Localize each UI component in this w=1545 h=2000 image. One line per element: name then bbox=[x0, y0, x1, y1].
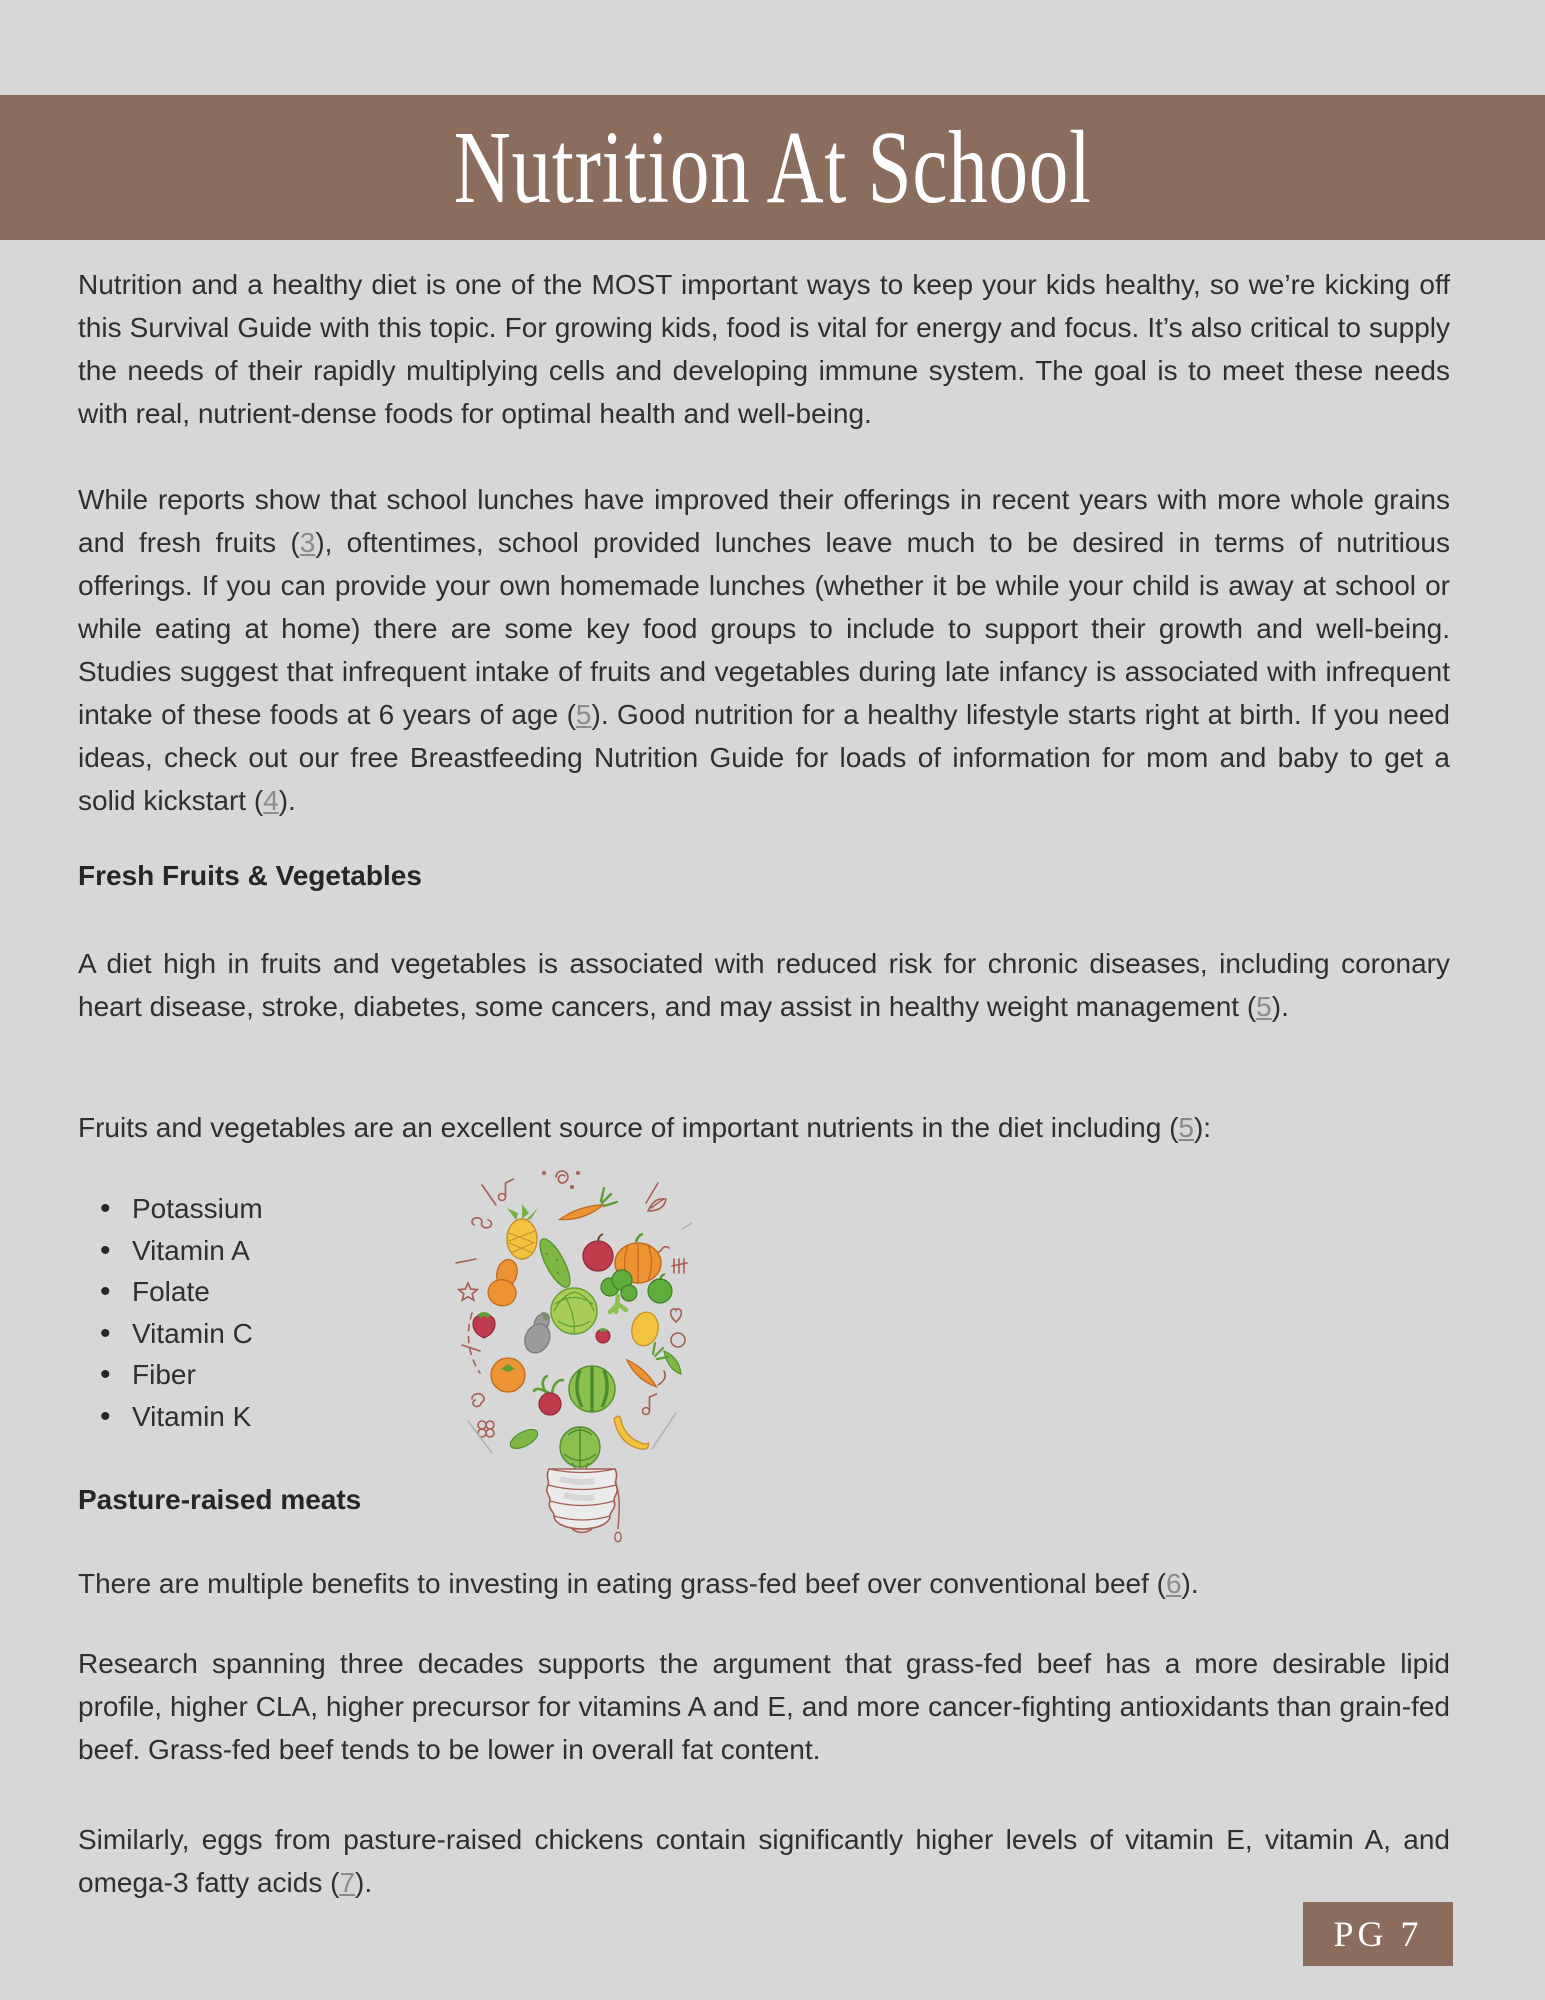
paragraph-text: ). bbox=[278, 785, 296, 816]
paragraph-text: ). bbox=[355, 1867, 373, 1898]
list-item bbox=[100, 1230, 263, 1272]
paragraph-text: Similarly, eggs from pasture-raised chickens contain significantly higher levels of vitamin E, vitamin A, and omega-3 fatty acids ( bbox=[78, 1824, 1450, 1898]
intro-paragraph: Nutrition and a healthy diet is one of the MOST important ways to keep your kids healthy, so we’re kicking off this Survival Guide with this topic. For growing kids, food is vital for energy and focus. It’s also critical to supply the needs of their rapidly multiplying cells and developing immune system. The goal is to meet these needs with real, nutrient-dense foods for optimal health and well-being. bbox=[78, 269, 1450, 429]
list-item-label: Vitamin A bbox=[132, 1234, 250, 1266]
school-lunch-paragraph bbox=[78, 478, 1450, 822]
paragraph-text: A diet high in fruits and vegetables is associated with reduced risk for chronic diseases, including coronary heart disease, stroke, diabetes, some cancers, and may assist in healthy weight management ( bbox=[78, 948, 1450, 1022]
paragraph-text: ): bbox=[1193, 1112, 1212, 1143]
page-number-badge bbox=[1303, 1902, 1453, 1966]
reference-link-5[interactable]: 5 bbox=[1178, 1112, 1194, 1143]
paragraph-text: ). Good nutrition for a healthy lifestyle starts right at birth. If you need ideas, check out our free Breastfeeding Nutrition Guide for loads of information for mom and baby to get a solid kickstart ( bbox=[78, 699, 1451, 816]
page-number: PG 7 bbox=[1333, 1914, 1423, 1954]
list-item bbox=[100, 1396, 263, 1438]
section-heading-fresh-fruits: Fresh Fruits & Vegetables bbox=[78, 860, 422, 891]
list-item-label: Fiber bbox=[132, 1359, 196, 1390]
paragraph-text: While reports show that school lunches have improved their offerings in recent years with more whole grains and fresh fruits ( bbox=[78, 484, 1450, 558]
research-paragraph: Research spanning three decades supports the argument that grass-fed beef has a more desirable lipid profile, higher CLA, higher precursor for vitamins A and E, and more cancer-fighting antioxidants than grain-fed beef. Grass-fed beef tends to be lower in overall fat content. bbox=[78, 1648, 1450, 1765]
eggs-paragraph bbox=[78, 1818, 1450, 1904]
nutrients-intro-paragraph bbox=[78, 1106, 1450, 1149]
list-item bbox=[100, 1271, 263, 1313]
grassfed-paragraph bbox=[78, 1562, 1450, 1605]
produce-lightbulb-illustration bbox=[452, 1163, 692, 1548]
list-item-label: Vitamin K bbox=[132, 1400, 252, 1432]
page-title: Nutrition At School bbox=[453, 109, 1092, 225]
nutrient-list bbox=[100, 1188, 263, 1437]
paragraph-text: There are multiple benefits to investing in eating grass-fed beef over conventional beef ( bbox=[78, 1568, 1166, 1599]
list-item bbox=[100, 1354, 263, 1396]
reference-link-5[interactable]: 5 bbox=[1256, 991, 1272, 1022]
list-item-label: Potassium bbox=[132, 1193, 263, 1224]
paragraph-text: ). bbox=[1271, 991, 1289, 1022]
paragraph-text: ). bbox=[1181, 1568, 1199, 1599]
list-item bbox=[100, 1188, 263, 1230]
list-item-label: Vitamin C bbox=[132, 1317, 253, 1349]
list-item-label: Folate bbox=[132, 1276, 210, 1307]
produce-lightbulb-icon bbox=[452, 1163, 692, 1548]
title-banner bbox=[0, 95, 1545, 240]
reference-link-7[interactable]: 7 bbox=[339, 1867, 356, 1898]
list-item bbox=[100, 1313, 263, 1355]
section-heading-pasture-meats: Pasture-raised meats bbox=[78, 1484, 362, 1515]
paragraph-text: Fruits and vegetables are an excellent source of important nutrients in the diet including ( bbox=[78, 1112, 1179, 1143]
paragraph-text: ), oftentimes, school provided lunches leave much to be desired in terms of nutritious offerings. If you can provide your own homemade lunches (whether it be while your child is away at school or while eating at home) there are some key food groups to include to support their growth and well-being. Studies suggest that infrequent intake of fruits and vegetables during late infancy is associated with infrequent intake of these foods at 6 years of age ( bbox=[78, 527, 1450, 730]
reference-link-3[interactable]: 3 bbox=[299, 527, 316, 558]
reference-link-6[interactable]: 6 bbox=[1165, 1568, 1182, 1599]
reference-link-5[interactable]: 5 bbox=[575, 699, 592, 730]
reference-link-4[interactable]: 4 bbox=[263, 785, 279, 816]
diet-paragraph bbox=[78, 942, 1450, 1028]
